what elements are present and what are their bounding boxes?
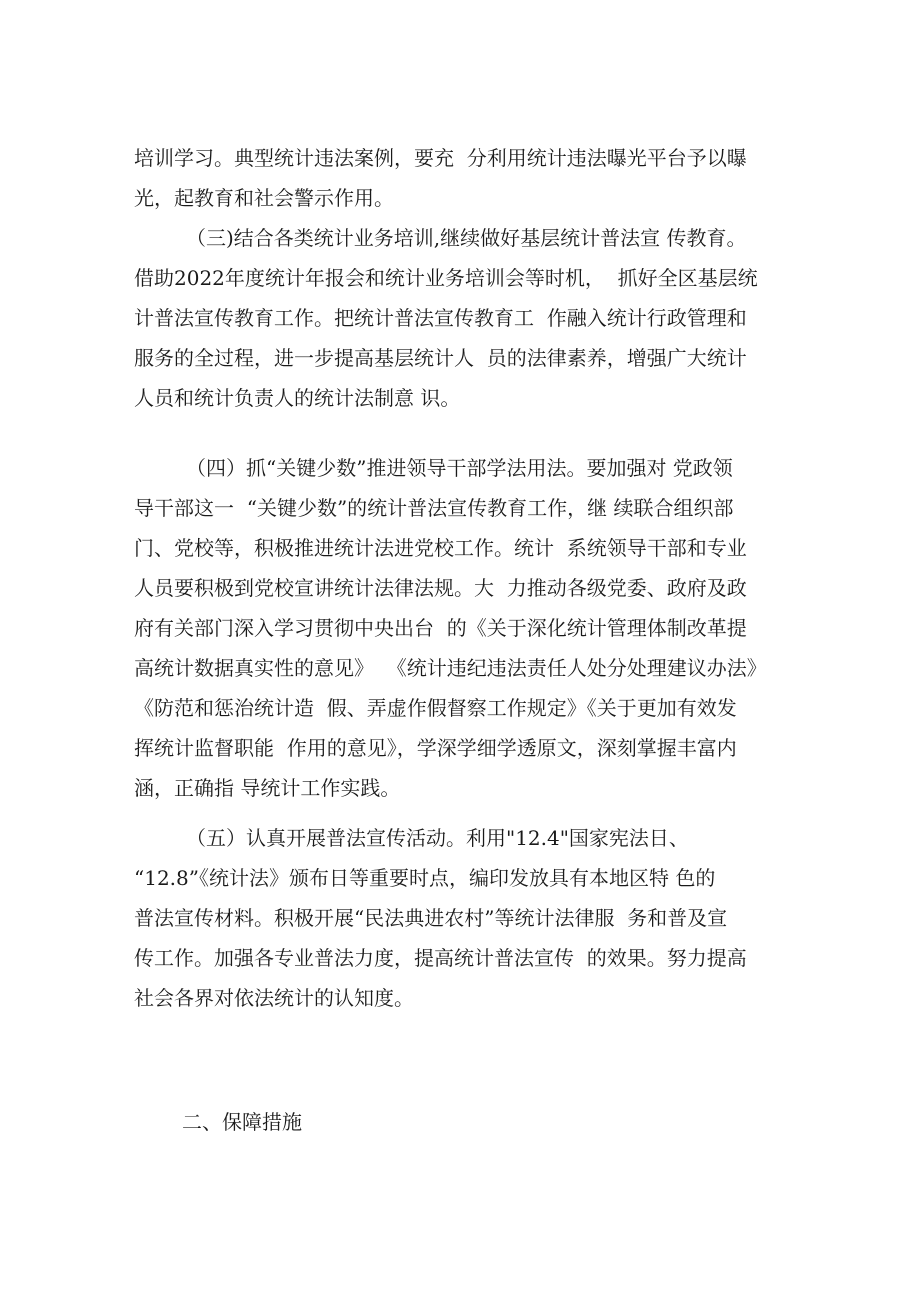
text-line: 培训学习。典型统计违法案例，要充 分利用统计违法曝光平台予以曝 xyxy=(134,146,747,170)
paragraph-4 xyxy=(134,818,814,1018)
text-line: 门、党校等，积极推进统计法进党校工作。统计 系统领导干部和专业 xyxy=(134,536,747,560)
text-line: 高统计数据真实性的意见》 《统计违纪违法责任人处分处理建议办法》 xyxy=(134,656,767,680)
text-line: 人员要积极到党校宣讲统计法律法规。大 力推动各级党委、政府及政 xyxy=(134,576,747,600)
text-line: 传工作。加强各专业普法力度，提高统计普法宣传 的效果。努力提高 xyxy=(134,946,747,970)
paragraph-3 xyxy=(134,448,814,808)
text-line: （五）认真开展普法宣传活动。利用"12.4"国家宪法日、 xyxy=(186,826,689,850)
text-line: 借助2022年度统计年报会和统计业务培训会等时机， 抓好全区基层统 xyxy=(134,266,758,290)
section-heading: 二、保障措施 xyxy=(182,1110,302,1134)
text-line: 光，起教育和社会警示作用。 xyxy=(134,186,394,210)
text-line: 计普法宣传教育工作。把统计普法宣传教育工 作融入统计行政管理和 xyxy=(134,306,747,330)
text-line: 《防范和惩治统计造 假、弄虚作假督察工作规定》《关于更加有效发 xyxy=(134,696,737,720)
text-line: 府有关部门深入学习贯彻中央出台 的《关于深化统计管理体制改革提 xyxy=(134,616,747,640)
text-line: （四）抓“关键少数”推进领导干部学法用法。要加强对 党政领 xyxy=(186,456,733,480)
text-line: 社会各界对依法统计的认知度。 xyxy=(134,986,414,1010)
text-line: 服务的全过程，进一步提高基层统计人 员的法律素养，增强广大统计 xyxy=(134,346,747,370)
text-line: 普法宣传材料。积极开展“民法典进农村”等统计法律服 务和普及宣 xyxy=(134,906,728,930)
text-line: “12.8”《统计法》颁布日等重要时点，编印发放具有本地区特 色的 xyxy=(134,866,716,890)
text-line: 人员和统计负责人的统计法制意 识。 xyxy=(134,386,461,410)
text-line: 涵，正确指 导统计工作实践。 xyxy=(134,776,401,800)
text-line: 挥统计监督职能 作用的意见》，学深学细学透原文，深刻掌握丰富内 xyxy=(134,736,737,760)
text-line: 导干部这一 “关键少数”的统计普法宣传教育工作，继 续联合组织部 xyxy=(134,496,734,520)
text-line: （三)结合各类统计业务培训,继续做好基层统计普法宣 传教育。 xyxy=(186,226,747,250)
paragraph-2 xyxy=(134,218,814,418)
paragraph-1 xyxy=(134,138,814,218)
